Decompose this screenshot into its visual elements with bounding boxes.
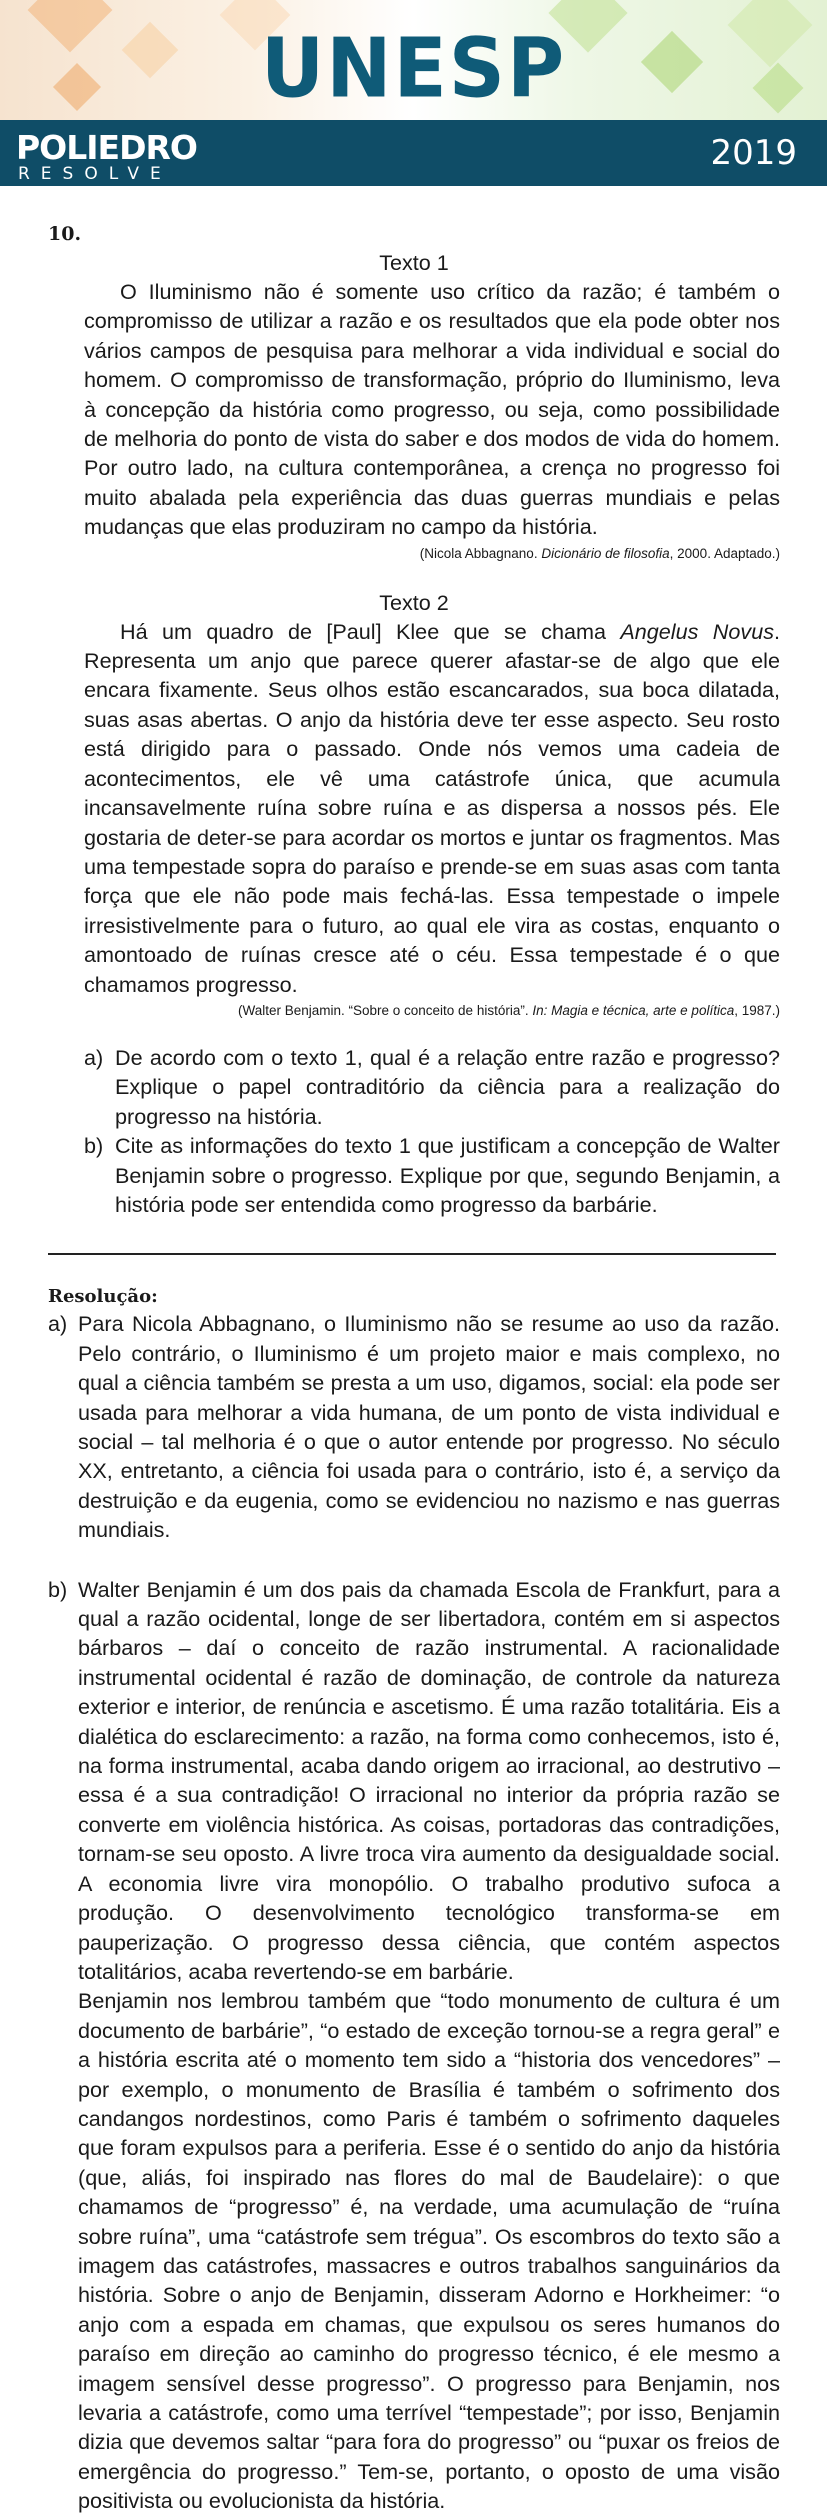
question-number: 10. — [48, 223, 82, 245]
question-item-b — [48, 1131, 780, 1219]
resolution-item-a — [48, 1309, 780, 1544]
body-text: . Representa um anjo que parece querer afastar-se de algo que ele encara fixamente. Seus olhos estão escancarados, sua boca dilatada, suas asas abertas. O anjo da história deve ter esse aspecto. Seu rosto está dirigido para o passado. Onde nós vemos uma cadeia de acontecimentos, ele vê uma catástrofe única, que acumula incansavelmente ruína sobre ruína e as dispersa a nossos pés. Ele gostaria de deter-se para acordar os mortos e juntar os fragmentos. Mas uma tempestade sopra do paraíso e prende-se em suas asas com tanta força que ele não pode mais fechá-las. Essa tempestade o impele irresistivelmente para o futuro, ao qual ele vira as costas, enquanto o amontoado de ruínas cresce até o céu. Essa tempestade é o que chamamos progresso. — [84, 618, 780, 997]
section-divider — [48, 1253, 776, 1255]
texto1-body: O Iluminismo não é somente uso crítico da razão; é também o compromisso de utilizar a razão e os resultados que ela pode obter nos vários campos de pesquisa para melhorar a vida individual e social do homem. O compromisso de transformação, próprio do Iluminismo, leva à concepção da história como progresso, ou seja, como possibilidade de melhoria do ponto de vista do saber e dos modos de vida do homem. Por outro lado, na cultura contemporânea, a crença no progresso foi muito abalada pela experiência das duas guerras mundiais e pelas mudanças que elas produziram no campo da história. — [84, 279, 780, 540]
question-item-a — [48, 1043, 780, 1131]
resolution-heading: Resolução: — [48, 1286, 158, 1308]
source-book-title: In: Magia e técnica, arte e política — [532, 1002, 735, 1018]
source-text: (Nicola Abbagnano. — [419, 545, 542, 561]
source-book-title: Dicionário de filosofia — [541, 545, 670, 561]
question-content — [48, 222, 780, 2516]
texto2-source — [48, 1001, 780, 1021]
item-label: b) — [84, 1133, 104, 1159]
painting-title: Angelus Novus — [620, 618, 774, 644]
poliedro-logo: POLIEDRO — [16, 128, 197, 167]
texto1-source — [48, 544, 780, 564]
item-text: Walter Benjamin é um dos pais da chamada Escola de Frankfurt, para a qual a razão ocidental, longe de ser libertadora, contém em si aspectos bárbaros – daí o conceito de razão instrumental. A racionalidade instrumental ocidental é razão de dominação, de controle da natureza exterior e interior, de renúncia e ascetismo. É uma razão totalitária. Eis a dialética do esclarecimento: a razão, na forma como conhecemos, isto é, na forma instrumental, acaba dando origem ao irracional, ao destrutivo – essa é a sua contradição! O irracional no interior da própria razão se converte em violência histórica. As coisas, portadoras das contradições, tornam-se seu oposto. A livre troca vira aumento da desigualdade social. A economia livre vira monopólio. O trabalho produtivo sufoca a produção. O desenvolvimento tecnológico transforma-se em pauperização. O progresso dessa ciência, que contém aspectos totalitários, acaba revertendo-se em barbárie. — [78, 1576, 780, 1984]
item-text: Cite as informações do texto 1 que justificam a concepção de Walter Benjamin sobre o progresso. Explique por que, segundo Benjamin, a história pode ser entendida como progresso da barbárie. — [115, 1133, 780, 1217]
texto2-body — [84, 617, 780, 999]
resolution-item-b — [48, 1575, 780, 2516]
item-label: a) — [48, 1311, 68, 1337]
item-label: a) — [84, 1044, 104, 1070]
item-text: Para Nicola Abbagnano, o Iluminismo não se resume ao uso da razão. Pelo contrário, o Iluminismo é um projeto maior e mais complexo, no qual a ciência também se presta a um uso, digamos, social: ela pode ser usada para melhorar a vida humana, de um ponto de vista individual e social – tal melhoria é o que o autor entende por progresso. No século XX, entretanto, a ciência foi usada para o contrário, isto é, a serviço da destruição e da eugenia, como se evidenciou no nazismo e nas guerras mundiais. — [78, 1311, 780, 1543]
source-text: (Walter Benjamin. “Sobre o conceito de história”. — [237, 1002, 533, 1018]
item-text: De acordo com o texto 1, qual é a relação entre razão e progresso? Explique o papel contraditório da ciência para a realização do progresso na história. — [115, 1044, 780, 1129]
exam-year: 2019 — [710, 133, 797, 173]
body-text: Há um quadro de [Paul] Klee que se chama — [120, 618, 621, 644]
poliedro-logo-subtitle: RESOLVE — [18, 164, 172, 184]
source-text: , 2000. Adaptado.) — [669, 545, 780, 561]
source-text: , 1987.) — [734, 1002, 780, 1018]
texto1-title: Texto 1 — [379, 250, 449, 275]
exam-brand-title: UNESP — [260, 21, 567, 117]
item-text-continued: Benjamin nos lembrou também que “todo monumento de cultura é um documento de barbárie”, “o estado de exceção tornou-se a regra geral” e a história escrita até o momento tem sido a “historia dos vencedores” – por exemplo, o monumento de Brasília é também o sofrimento dos candangos nordestinos, como Paris é também o sofrimento daqueles que foram expulsos para a periferia. Esse é o sentido do anjo da história (que, aliás, foi inspirado nas flores do mal de Baudelaire): o que chamamos de “progresso” é, na verdade, uma acumulação de “ruína sobre ruína”, uma “catástrofe sem trégua”. Os escombros do texto são a imagem das catástrofes, massacres e outros trabalhos sanguinários da história. Sobre o anjo de Benjamin, disseram Adorno e Horkheimer: “o anjo com a espada em chamas, que expulsou os seres humanos do paraíso em direção ao caminho do progresso técnico, é ele mesmo a imagem sensível desse progresso”. O progresso para Benjamin, nos levaria a catástrofe, como uma terrível “tempestade”; por isso, Benjamin dizia que devemos saltar “para fora do progresso” ou “puxar os freios de emergência do progresso.” Tem-se, portanto, o oposto de uma visão positivista ou evolucionista da história. — [78, 1988, 780, 2514]
item-label: b) — [48, 1576, 68, 1602]
texto2-title: Texto 2 — [379, 589, 449, 615]
page-header — [0, 0, 827, 186]
